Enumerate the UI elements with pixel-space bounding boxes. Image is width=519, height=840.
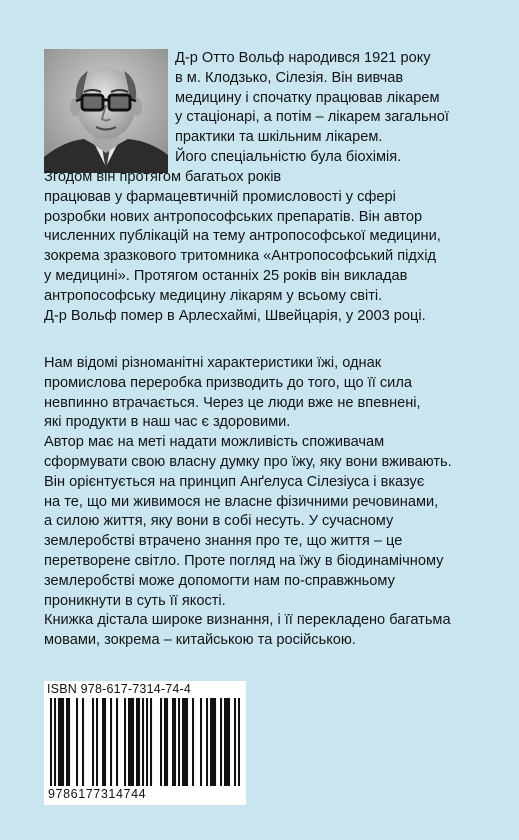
barcode-bar [226, 698, 228, 786]
description-line: Автор має на меті надати можливість споживачам [44, 434, 385, 451]
description-line: мовами, зокрема – китайською та російською. [44, 632, 356, 649]
barcode-bar [186, 698, 188, 786]
description-line: Нам відомі різноманітні характеристики їжі, однак [44, 355, 382, 371]
barcode-bar [102, 698, 104, 786]
bio-line: практики та шкільним лікарем. [175, 129, 383, 146]
bio-line: Згодом він протягом багатьох років [44, 169, 282, 185]
barcode-bar [142, 698, 144, 786]
description-line: землеробстві може допомогти нам по-справжньому [44, 572, 395, 589]
book-description [44, 354, 484, 651]
barcode-bar [184, 698, 186, 786]
description-line: а силою життя, яку вони в собі несуть. У сучасному [44, 513, 394, 530]
barcode-bar [212, 698, 214, 786]
bio-line: антропософську медицину лікарям у всьому світі. [44, 287, 383, 304]
author-photo [44, 49, 168, 173]
barcode-bar [166, 698, 168, 786]
barcode-bar [164, 698, 166, 786]
author-bio-bottom [44, 168, 484, 326]
barcode-bar [234, 698, 236, 786]
barcode-bar [66, 698, 68, 786]
barcode-bar [146, 698, 148, 786]
barcode-bar [160, 698, 162, 786]
barcode-bar [62, 698, 64, 786]
barcode-bar [210, 698, 212, 786]
description-line: на те, що ми живимося не власне фізичними речовинами, [44, 493, 439, 510]
barcode-bar [132, 698, 134, 786]
description-line: проникнути в суть її якості. [44, 592, 226, 609]
bio-line: розробки нових антропософських препаратів. Він автор [44, 208, 423, 225]
isbn-barcode [44, 681, 246, 805]
bio-line: в м. Клодзько, Сілезія. Він вивчав [175, 69, 404, 86]
barcode-bar [214, 698, 216, 786]
barcode-bar [178, 698, 180, 786]
ean-number: 9786177314744 [48, 787, 147, 801]
description-line: невпинно втрачається. Через це люди вже не впевнені, [44, 394, 421, 411]
barcode-bar [124, 698, 126, 786]
bio-line: працював у фармацевтичній промисловості у сфері [44, 188, 396, 205]
barcode-bar [110, 698, 112, 786]
barcode-bar [104, 698, 106, 786]
barcode-bar [50, 698, 52, 786]
barcode-bar [200, 698, 202, 786]
bio-line: медицину і спочатку працював лікарем [175, 89, 440, 106]
barcode-bar [206, 698, 208, 786]
barcode-bar [92, 698, 94, 786]
author-portrait-image [44, 49, 168, 173]
barcode-bar [54, 698, 56, 786]
bio-line: Д-р Вольф помер в Арлесхаймі, Швейцарія, у 2003 році. [44, 307, 426, 324]
description-line: Книжка дістала широке визнання, і її перекладено багатьма [44, 612, 451, 629]
barcode-bar [150, 698, 152, 786]
author-bio-top [175, 49, 485, 168]
barcode-bar [76, 698, 78, 786]
bio-line: Його спеціальністю була біохімія. [175, 148, 402, 165]
barcode-bar [116, 698, 118, 786]
barcode-bar [172, 698, 174, 786]
barcode-bar [68, 698, 70, 786]
isbn-number: ISBN 978-617-7314-74-4 [47, 682, 192, 696]
bio-line: у стаціонарі, а потім – лікарем загальної [175, 109, 449, 126]
barcode-bar [58, 698, 60, 786]
bio-line: Д-р Отто Вольф народився 1921 року [175, 50, 431, 66]
barcode-bar [130, 698, 132, 786]
description-line: промислова переробка призводить до того, що її сила [44, 374, 412, 391]
barcode-bar [128, 698, 130, 786]
barcode-bar [224, 698, 226, 786]
bio-line: у медицині». Протягом останніх 25 років він викладав [44, 267, 408, 284]
barcode-bar [220, 698, 222, 786]
description-line: які продукти в наш час є здоровими. [44, 414, 291, 431]
barcode-bar [60, 698, 62, 786]
bio-line: зокрема зразкового тритомника «Антропософський підхід [44, 248, 436, 265]
barcode-bar [136, 698, 138, 786]
barcode-bar [96, 698, 98, 786]
barcode-bar [82, 698, 84, 786]
description-line: Він орієнтується на принцип Анґелуса Сілезіуса і вказує [44, 473, 425, 490]
description-line: сформувати свою власну думку про їжу, яку вони вживають. [44, 453, 452, 470]
barcode-bar [228, 698, 230, 786]
bio-line: численних публікацій на тему антропософської медицини, [44, 228, 441, 245]
barcode-bars [50, 698, 240, 786]
description-line: землеробстві втрачено знання про те, що життя – це [44, 533, 403, 550]
barcode-bar [174, 698, 176, 786]
barcode-bar [182, 698, 184, 786]
barcode-bar [238, 698, 240, 786]
description-line: перетворене світло. Проте погляд на їжу в біодинамічному [44, 552, 444, 569]
barcode-bar [192, 698, 194, 786]
barcode-bar [138, 698, 140, 786]
